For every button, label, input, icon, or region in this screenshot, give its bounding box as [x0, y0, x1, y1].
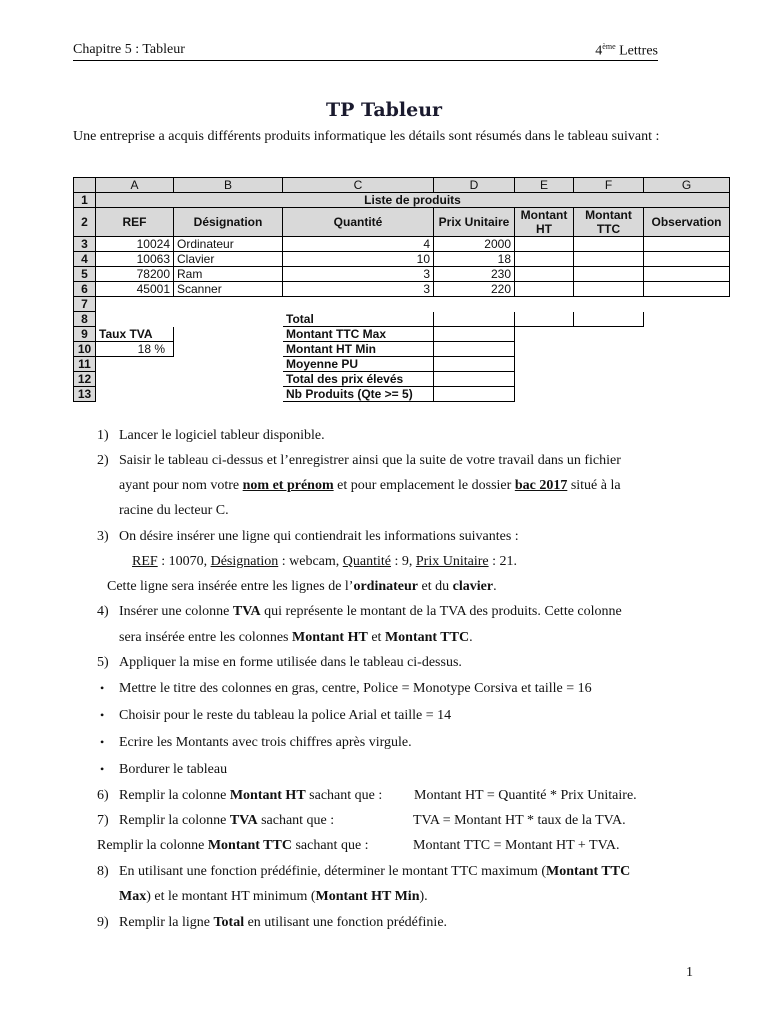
- formula: Montant TTC = Montant HT + TVA.: [413, 838, 620, 853]
- bullet-text: Mettre le titre des colonnes en gras, centre, Police = Monotype Corsiva et taille = 16: [119, 681, 592, 696]
- class-label: 4ème Lettres: [595, 42, 658, 59]
- step-text: Max) et le montant HT minimum (Montant HT Min).: [119, 889, 428, 904]
- summary-label: Montant HT Min: [283, 342, 434, 357]
- page-header: [73, 40, 658, 61]
- bullet-text: Choisir pour le reste du tableau la police Arial et taille = 14: [119, 708, 452, 723]
- cell-empty: [515, 282, 574, 297]
- column-letter: E: [515, 178, 574, 193]
- column-header: Prix Unitaire: [434, 208, 515, 237]
- cell-ref: 78200: [96, 267, 174, 282]
- step-number: 8): [97, 864, 109, 879]
- step-text: Remplir la colonne TVA sachant que :: [119, 813, 335, 828]
- table-header-row: [74, 208, 730, 237]
- table-row: [74, 297, 730, 312]
- summary-label: Moyenne PU: [283, 357, 434, 372]
- column-letter: F: [574, 178, 644, 193]
- row-number: 7: [74, 297, 96, 312]
- cell-empty: [574, 252, 644, 267]
- column-letter: A: [96, 178, 174, 193]
- row-number: 5: [74, 267, 96, 282]
- table-row: [74, 342, 730, 357]
- intro-paragraph: Une entreprise a acquis différents produits informatique les détails sont résumés dans le tableau suivant :: [73, 129, 660, 144]
- table-row: [74, 387, 730, 402]
- step-number: 9): [97, 915, 109, 930]
- cell-designation: Ordinateur: [174, 237, 283, 252]
- row-number: 2: [74, 208, 96, 237]
- cell-ref: 10024: [96, 237, 174, 252]
- cell-designation: Scanner: [174, 282, 283, 297]
- step-text: Appliquer la mise en forme utilisée dans le tableau ci-dessus.: [119, 655, 462, 670]
- row-number: 9: [74, 327, 96, 342]
- step-number: 2): [97, 453, 109, 468]
- taux-tva-label: Taux TVA: [96, 327, 174, 342]
- column-header: Observation: [644, 208, 730, 237]
- bullet-text: Ecrire les Montants avec trois chiffres après virgule.: [119, 735, 412, 750]
- step-number: 4): [97, 604, 109, 619]
- step-text: Insérer une colonne TVA qui représente le montant de la TVA des produits. Cette colonne: [119, 604, 622, 619]
- bullet-icon: •: [100, 681, 105, 695]
- cell-empty: [644, 267, 730, 282]
- cell-empty: [434, 387, 515, 402]
- table-row: [74, 252, 730, 267]
- row-number: 1: [74, 193, 96, 208]
- step-text: Cette ligne sera insérée entre les lignes de l’ordinateur et du clavier.: [107, 579, 497, 594]
- row-number: 12: [74, 372, 96, 387]
- cell-designation: Clavier: [174, 252, 283, 267]
- cell-empty: [644, 252, 730, 267]
- table-row: [74, 267, 730, 282]
- summary-label: Montant TTC Max: [283, 327, 434, 342]
- cell-quantity: 3: [283, 267, 434, 282]
- formula: Montant HT = Quantité * Prix Unitaire.: [414, 788, 637, 803]
- cell-quantity: 10: [283, 252, 434, 267]
- step-text: Saisir le tableau ci-dessus et l’enregistrer ainsi que la suite de votre travail dans un fichier: [119, 453, 621, 468]
- table-row: [74, 282, 730, 297]
- table-row: [74, 193, 730, 208]
- cell-empty: [434, 357, 515, 372]
- cell-empty: [434, 312, 515, 327]
- step-number: 5): [97, 655, 109, 670]
- cell-empty: [434, 342, 515, 357]
- row-number: 10: [74, 342, 96, 357]
- spreadsheet-table: [73, 177, 730, 402]
- row-number: 6: [74, 282, 96, 297]
- total-label: Total: [283, 312, 434, 327]
- column-header: Montant HT: [515, 208, 574, 237]
- page-number: 1: [686, 965, 693, 980]
- summary-label: Nb Produits (Qte >= 5): [283, 387, 434, 402]
- corner-cell: [74, 178, 96, 193]
- step-number: 6): [97, 788, 109, 803]
- empty-row: [96, 297, 730, 312]
- summary-label: Total des prix élevés: [283, 372, 434, 387]
- bullet-icon: •: [100, 708, 105, 722]
- cell-quantity: 3: [283, 282, 434, 297]
- cell-price: 18: [434, 252, 515, 267]
- step-text: On désire insérer une ligne qui contiendrait les informations suivantes :: [119, 529, 519, 544]
- column-letter: B: [174, 178, 283, 193]
- step-text: sera insérée entre les colonnes Montant HT et Montant TTC.: [119, 630, 473, 645]
- cell-price: 2000: [434, 237, 515, 252]
- table-row: [74, 327, 730, 342]
- cell-designation: Ram: [174, 267, 283, 282]
- cell-quantity: 4: [283, 237, 434, 252]
- column-header: REF: [96, 208, 174, 237]
- sheet-title: Liste de produits: [96, 193, 730, 208]
- table-row: [74, 312, 730, 327]
- column-header: Désignation: [174, 208, 283, 237]
- bullet-icon: •: [100, 762, 105, 776]
- row-number: 4: [74, 252, 96, 267]
- formula: TVA = Montant HT * taux de la TVA.: [413, 813, 626, 828]
- bullet-icon: •: [100, 735, 105, 749]
- cell-empty: [644, 237, 730, 252]
- cell-empty: [574, 312, 644, 327]
- cell-empty: [574, 267, 644, 282]
- cell-ref: 10063: [96, 252, 174, 267]
- cell-empty: [515, 252, 574, 267]
- step-text: ayant pour nom votre nom et prénom et pour emplacement le dossier bac 2017 situé à la: [119, 478, 621, 493]
- row-number: 11: [74, 357, 96, 372]
- step-text: Remplir la ligne Total en utilisant une fonction prédéfinie.: [119, 915, 448, 930]
- row-number: 8: [74, 312, 96, 327]
- step-number: 7): [97, 813, 109, 828]
- row-number: 13: [74, 387, 96, 402]
- chapter-label: Chapitre 5 : Tableur: [73, 42, 185, 57]
- step-text: Lancer le logiciel tableur disponible.: [119, 428, 325, 443]
- column-letter: D: [434, 178, 515, 193]
- step-text: racine du lecteur C.: [119, 503, 229, 518]
- cell-empty: [515, 237, 574, 252]
- table-row: [74, 357, 730, 372]
- column-letter: C: [283, 178, 434, 193]
- row-number: 3: [74, 237, 96, 252]
- bullet-text: Bordurer le tableau: [119, 762, 228, 777]
- step-text: Remplir la colonne Montant TTC sachant que :: [97, 838, 369, 853]
- step-text: REF : 10070, Désignation : webcam, Quantité : 9, Prix Unitaire : 21.: [132, 554, 517, 569]
- column-letters-row: [74, 178, 730, 193]
- cell-empty: [574, 282, 644, 297]
- step-number: 1): [97, 428, 109, 443]
- step-text: En utilisant une fonction prédéfinie, déterminer le montant TTC maximum (Montant TTC: [119, 864, 631, 879]
- cell-empty: [515, 312, 574, 327]
- cell-price: 230: [434, 267, 515, 282]
- table-row: [74, 237, 730, 252]
- cell-empty: [434, 372, 515, 387]
- taux-tva-value: 18 %: [96, 342, 174, 357]
- cell-empty: [434, 327, 515, 342]
- cell-price: 220: [434, 282, 515, 297]
- column-letter: G: [644, 178, 730, 193]
- cell-empty: [515, 267, 574, 282]
- table-row: [74, 372, 730, 387]
- column-header: Montant TTC: [574, 208, 644, 237]
- cell-ref: 45001: [96, 282, 174, 297]
- cell-empty: [574, 237, 644, 252]
- step-number: 3): [97, 529, 109, 544]
- column-header: Quantité: [283, 208, 434, 237]
- cell-empty: [644, 282, 730, 297]
- step-text: Remplir la colonne Montant HT sachant que :: [119, 788, 383, 803]
- page-title: TP Tableur: [325, 99, 443, 121]
